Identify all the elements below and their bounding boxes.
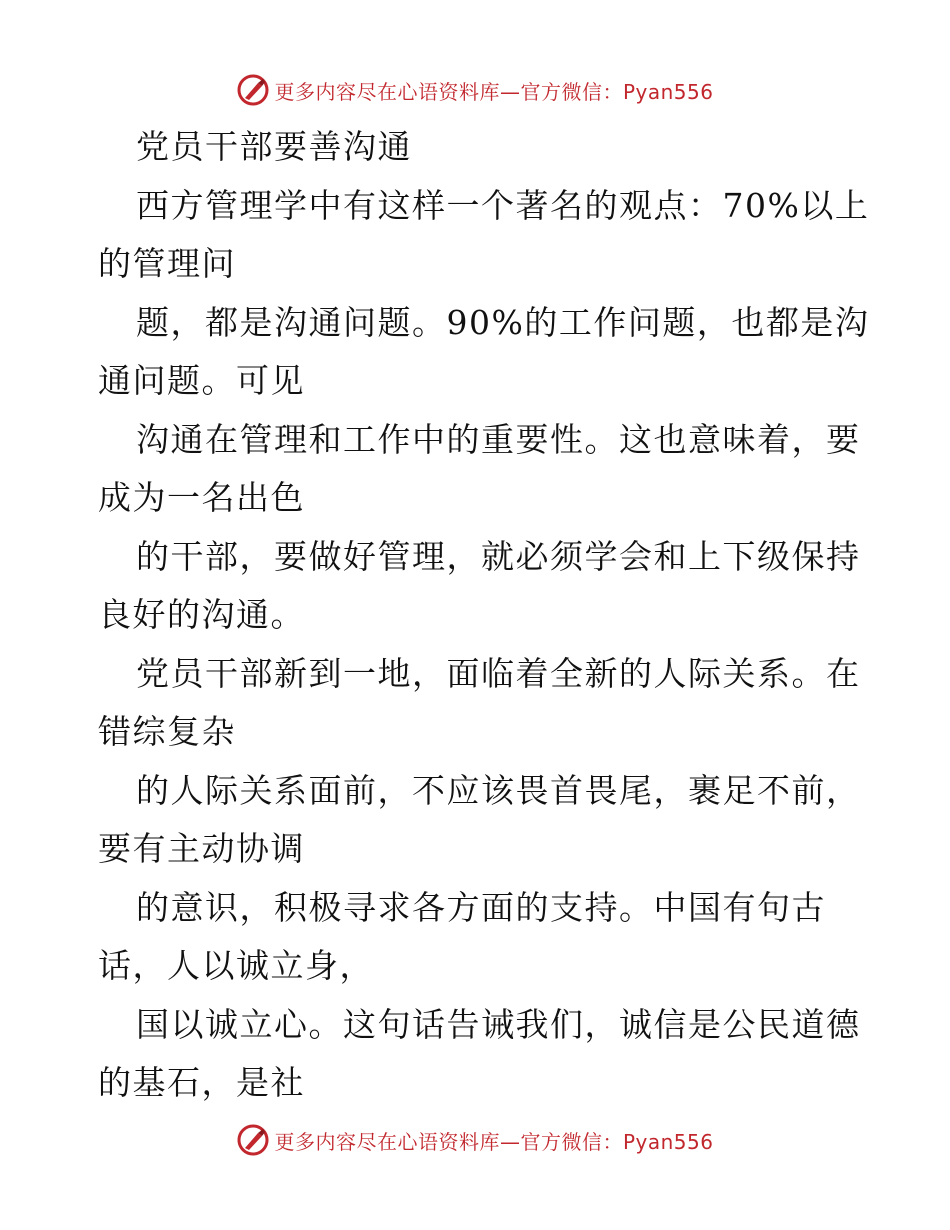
document-line: 错综复杂	[98, 712, 236, 751]
document-line: 西方管理学中有这样一个著名的观点：70%以上	[136, 185, 870, 225]
header-banner	[0, 70, 950, 110]
document-line: 国以诚立心。这句话告诫我们，诚信是公民道德	[136, 1004, 861, 1044]
document-line: 的人际关系面前，不应该畏首畏尾，裹足不前，	[136, 770, 861, 810]
document-line: 通问题。可见	[98, 361, 305, 400]
header-banner-text: 更多内容尽在心语资料库—官方微信：Pyan556	[274, 79, 714, 104]
document-line: 的管理问	[98, 244, 236, 283]
red-quill-logo-icon	[236, 73, 270, 107]
document-line: 党员干部要善沟通	[136, 127, 412, 166]
document-line: 话，人以诚立身，	[98, 946, 374, 985]
footer-banner-text: 更多内容尽在心语资料库—官方微信：Pyan556	[274, 1129, 714, 1154]
document-line: 题，都是沟通问题。90%的工作问题，也都是沟	[136, 302, 870, 342]
document-line: 的基石，是社	[98, 1063, 305, 1102]
document-line: 沟通在管理和工作中的重要性。这也意味着，要	[136, 419, 861, 459]
red-quill-logo-icon	[236, 1123, 270, 1157]
document-line: 的干部，要做好管理，就必须学会和上下级保持	[136, 536, 861, 576]
footer-banner	[0, 1120, 950, 1160]
document-line: 的意识，积极寻求各方面的支持。中国有句古	[136, 887, 826, 927]
document-line: 良好的沟通。	[98, 595, 305, 634]
document-line: 要有主动协调	[98, 829, 305, 868]
document-line: 成为一名出色	[98, 478, 305, 517]
document-line: 党员干部新到一地，面临着全新的人际关系。在	[136, 653, 861, 693]
document-body	[98, 118, 870, 1113]
